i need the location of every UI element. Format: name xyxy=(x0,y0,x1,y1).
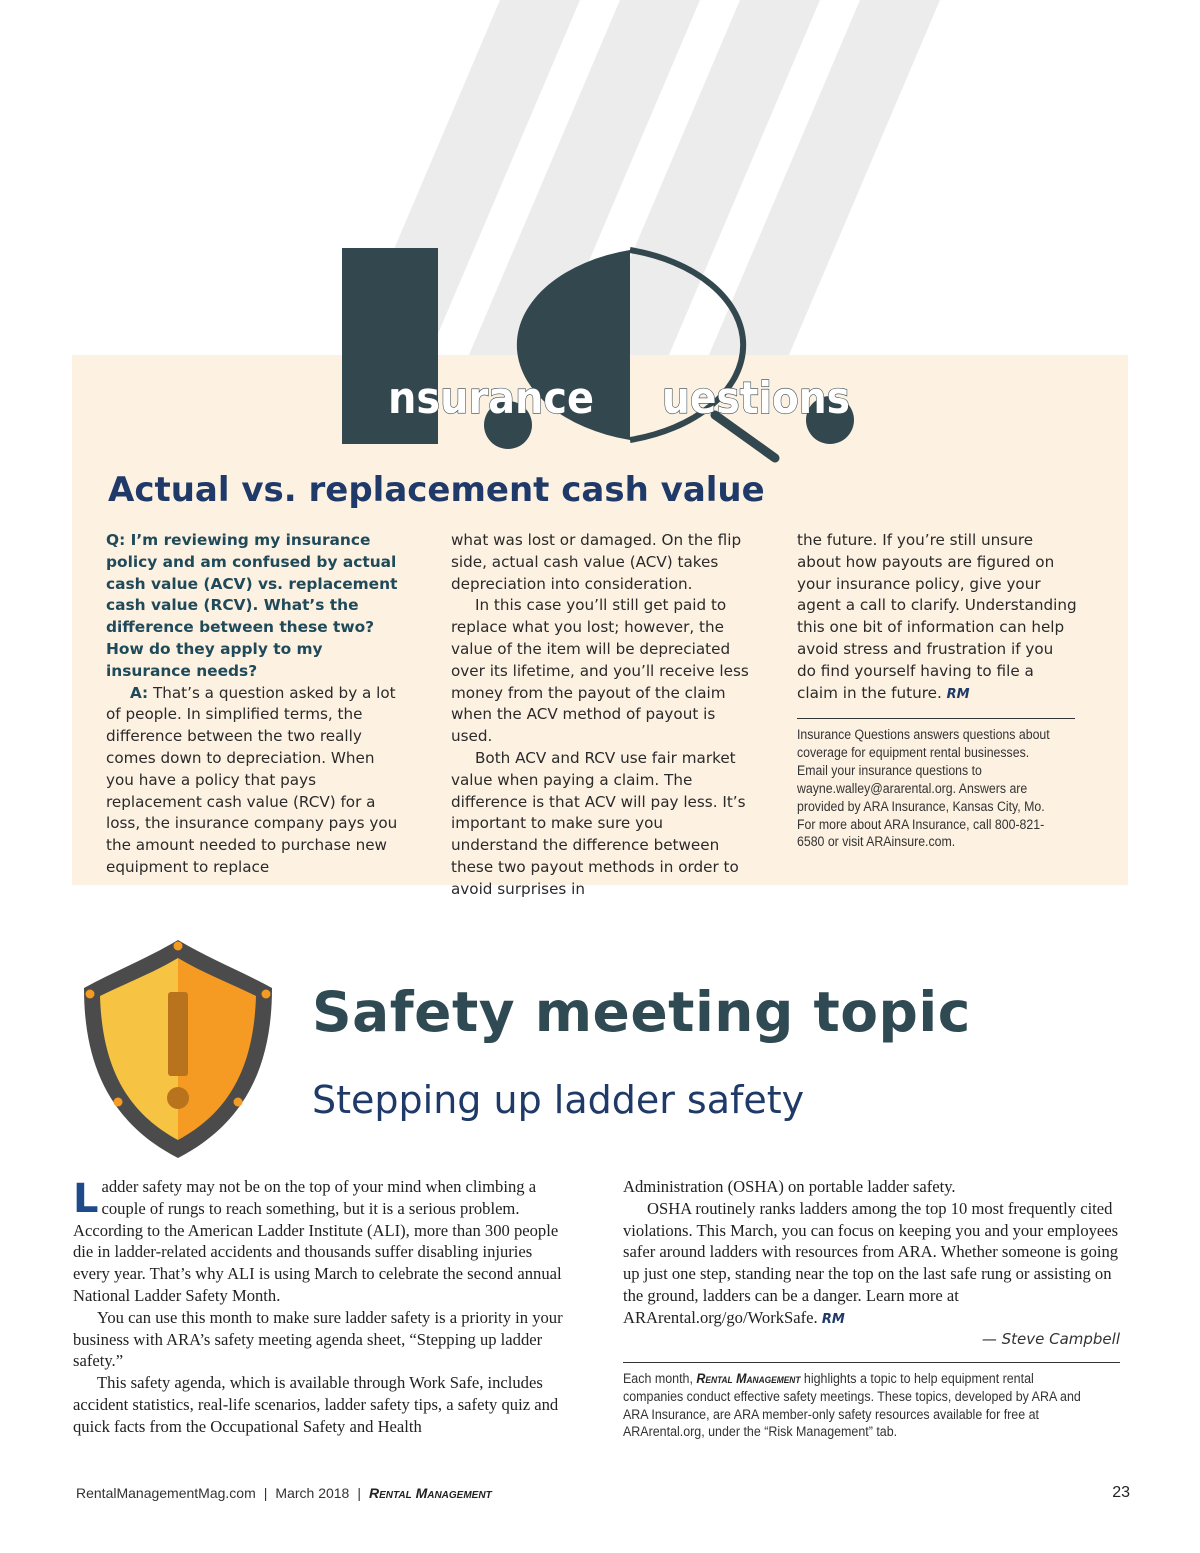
author-byline: — Steve Campbell xyxy=(981,1330,1120,1348)
logo-questions-word: uestions xyxy=(662,373,850,424)
answer-paragraph-1-continued: what was lost or damaged. On the flip side, actual cash value (ACV) takes depreciation into consideration. xyxy=(451,531,742,593)
safety-text-column-1 xyxy=(73,1176,573,1438)
answer-label: A: xyxy=(130,683,149,702)
answer-paragraph-3-start: Both ACV and RCV use fair market value when paying a claim. The difference is that ACV will pay less. It’s important to make sure you understand the difference between these two payout methods in order to avoid surprises in xyxy=(451,748,746,898)
safety-info-brand: Rental Management xyxy=(696,1371,801,1386)
safety-paragraph-1 xyxy=(73,1176,573,1307)
insurance-info-divider xyxy=(797,718,1075,719)
safety-paragraph-2: You can use this month to make sure ladder safety is a priority in your business with ARA’s safety meeting agenda sheet, “Stepping up ladder safety.” xyxy=(73,1307,563,1371)
safety-paragraph-4-text: OSHA routinely ranks ladders among the top 10 most frequently cited violations. This March, you can focus on keeping you and your employees safer around ladders with resources from ARA. Whether someone is going up just one step, standing near the top on the last safe rung or assisting on the ground, ladders can be a danger. Learn more at ARArental.org/go/WorkSafe. xyxy=(623,1198,1119,1327)
answer-paragraph-2: In this case you’ll still get paid to replace what you lost; however, the value of the item will be depreciated over its lifetime, and you’ll receive less money from the payout of the claim when the ACV method of payout is used. xyxy=(451,596,749,746)
insurance-end-mark: RM xyxy=(946,686,970,702)
safety-subtitle: Stepping up ladder safety xyxy=(312,1078,805,1122)
insurance-question: Q: I’m reviewing my insurance policy and am confused by actual cash value (ACV) vs. replacement cash value (RCV). What’s the difference between these two? How do they apply to my insurance needs? xyxy=(106,531,398,680)
safety-text-column-2 xyxy=(623,1176,1123,1331)
safety-paragraph-3-start: This safety agenda, which is available through Work Safe, includes accident statistics, real-life scenarios, ladder safety tips, a safety quiz and quick facts from the Occupational Safety and Health xyxy=(73,1373,559,1436)
safety-paragraph-1-text: adder safety may not be on the top of your mind when climbing a couple of rungs to reach something, but it is a serious problem. According to the American Ladder Institute (ALI), more than 300 people die in ladder-related accidents and thousands suffer disabling injuries every year. That’s why ALI is using March to celebrate the second annual National Ladder Safety Month. xyxy=(73,1177,562,1305)
warning-shield-icon xyxy=(78,932,278,1164)
insurance-answer-start xyxy=(106,683,406,879)
page-number: 23 xyxy=(1112,1484,1130,1501)
safety-end-mark: RM xyxy=(821,1311,845,1327)
logo-insurance-word: nsurance xyxy=(388,373,594,424)
insurance-text-column xyxy=(106,530,406,879)
safety-info-text: highlights a topic to help equipment rental companies conduct effective safety meetings. These topics, developed by ARA and ARA Insurance, are ARA member-only safety resources available for free at ARArental.org, under the “Risk Management” tab. xyxy=(623,1371,1081,1440)
safety-paragraph-3-end: Administration (OSHA) on portable ladder safety. xyxy=(623,1177,956,1196)
footer-separator: | xyxy=(263,1485,268,1501)
safety-info-divider xyxy=(623,1362,1120,1363)
footer-brand: Rental Management xyxy=(368,1485,492,1501)
footer-site: RentalManagementMag.com xyxy=(76,1485,256,1501)
page-footer xyxy=(76,1485,492,1501)
safety-title: Safety meeting topic xyxy=(312,980,971,1044)
safety-info-note xyxy=(623,1370,1097,1441)
footer-separator: | xyxy=(357,1485,361,1501)
insurance-info-note: Insurance Questions answers questions about coverage for equipment rental businesses. Email your insurance questions to wayne.walley@ararental.org. Answers are provided by ARA Insurance, Kansas City, Mo. For more about ARA Insurance, call 800-821-6580 or visit ARAinsure.com. xyxy=(797,727,1050,850)
insurance-headline: Actual vs. replacement cash value xyxy=(108,470,765,510)
drop-cap: L xyxy=(73,1176,99,1222)
safety-info-prefix: Each month, xyxy=(623,1371,693,1386)
answer-paragraph-1: That’s a question asked by a lot of people. In simplified terms, the difference between the two really comes down to depreciation. When you have a policy that pays replacement cash value (RCV) for a loss, the insurance company pays you the amount needed to purchase new equipment to replace xyxy=(106,683,398,876)
insurance-text-column-3 xyxy=(797,530,1077,705)
safety-paragraph-4 xyxy=(623,1198,1123,1331)
insurance-questions-logo xyxy=(330,240,890,465)
answer-paragraph-3-end: the future. If you’re still unsure about how payouts are figured on your insurance policy, give your agent a call to clarify. Understanding this one bit of information can help avoid stress and frustration if you do find yourself having to file a claim in the future. RM xyxy=(797,531,1077,702)
insurance-text-column-2 xyxy=(451,530,751,901)
footer-issue: March 2018 xyxy=(275,1485,350,1501)
